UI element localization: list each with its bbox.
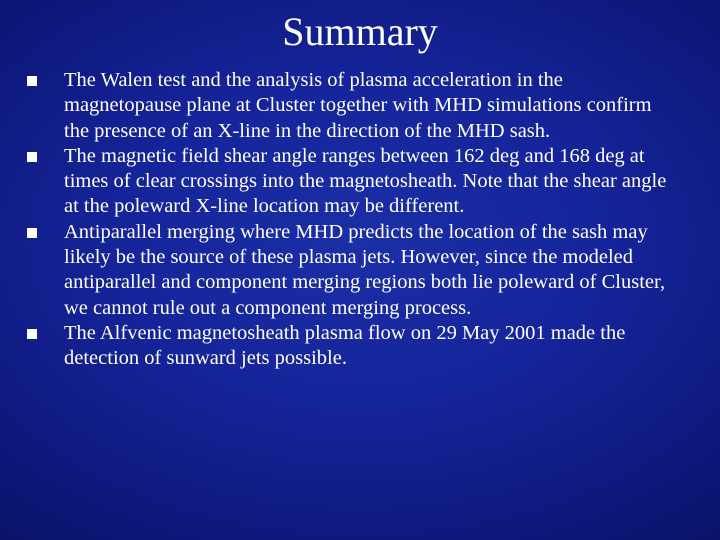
bullet-text: The Alfvenic magnetosheath plasma flow on 29 May 2001 made the detection of sunward jets possible.	[64, 321, 626, 370]
bullet-list	[26, 68, 676, 372]
bullet-text: The Walen test and the analysis of plasma acceleration in the magnetopause plane at Cluster together with MHD simulations confirm the presence of an X-line in the direction of the MHD sash.	[64, 69, 652, 142]
bullet-item	[26, 144, 676, 220]
bullet-text: Antiparallel merging where MHD predicts the location of the sash may likely be the source of these plasma jets. However, since the modeled antiparallel and component merging regions both lie poleward of Cluster, we cannot rule out a component merging process.	[64, 220, 666, 319]
slide-title: Summary	[282, 9, 438, 54]
square-bullet-icon	[27, 76, 37, 86]
bullet-item	[26, 68, 676, 144]
square-bullet-icon	[27, 152, 37, 162]
bullet-text: The magnetic field shear angle ranges between 162 deg and 168 deg at times of clear crossings into the magnetosheath. Note that the shear angle at the poleward X-line location may be different.	[64, 144, 667, 218]
square-bullet-icon	[27, 329, 37, 339]
square-bullet-icon	[27, 228, 37, 238]
bullet-item	[26, 220, 676, 321]
bullet-item	[26, 321, 676, 372]
